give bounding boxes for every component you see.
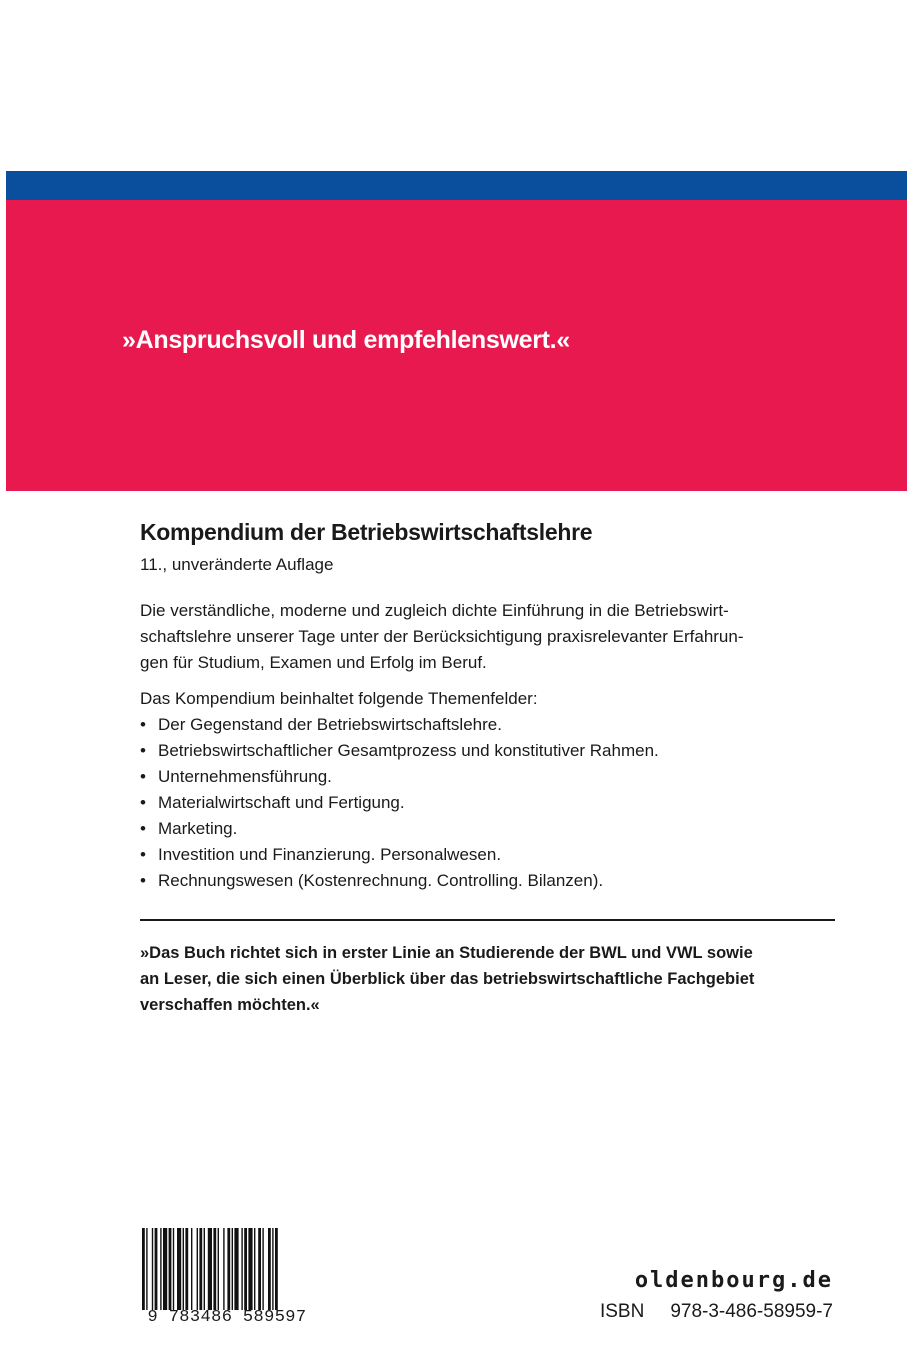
edition: 11., unveränderte Auflage bbox=[140, 555, 334, 574]
barcode-bar bbox=[248, 1228, 252, 1310]
barcode-bar bbox=[223, 1228, 224, 1310]
barcode bbox=[128, 1228, 326, 1338]
topic-label: Materialwirtschaft und Fertigung. bbox=[158, 793, 405, 812]
barcode-bar bbox=[234, 1228, 238, 1310]
barcode-bar bbox=[146, 1228, 147, 1310]
main-content bbox=[140, 516, 840, 894]
bullet-icon: • bbox=[140, 793, 146, 812]
bullet-icon: • bbox=[140, 871, 146, 890]
barcode-bar bbox=[262, 1228, 263, 1310]
barcode-bar bbox=[173, 1228, 174, 1310]
barcode-bar bbox=[232, 1228, 233, 1310]
topic-item bbox=[140, 868, 840, 894]
bullet-icon: • bbox=[140, 741, 146, 760]
isbn bbox=[600, 1301, 833, 1323]
isbn-label: ISBN bbox=[599, 1301, 645, 1322]
topics-list bbox=[140, 712, 840, 894]
quote-line: an Leser, die sich einen Überblick über das betriebswirtschaftliche Fachgebiet bbox=[140, 970, 755, 988]
barcode-bar bbox=[213, 1228, 216, 1310]
book-title: Kompendium der Betriebswirtschaftslehre bbox=[140, 519, 593, 545]
barcode-bar bbox=[244, 1228, 247, 1310]
topic-label: Rechnungswesen (Kostenrechnung. Controlling. Bilanzen). bbox=[158, 871, 604, 890]
barcode-bar bbox=[185, 1228, 188, 1310]
barcode-bars-icon bbox=[128, 1228, 326, 1310]
barcode-bar bbox=[218, 1228, 219, 1310]
topic-item bbox=[140, 764, 840, 790]
description-line: schaftslehre unserer Tage unter der Berücksichtigung praxisrelevanter Erfahrun- bbox=[140, 627, 744, 646]
barcode-bar bbox=[258, 1228, 261, 1310]
topic-label: Investition und Finanzierung. Personalwesen. bbox=[158, 845, 502, 864]
bullet-icon: • bbox=[140, 715, 146, 734]
description-line: gen für Studium, Examen und Erfolg im Beruf. bbox=[140, 653, 487, 672]
topic-item bbox=[140, 816, 840, 842]
publisher-url: oldenbourg.de bbox=[634, 1268, 833, 1293]
barcode-bar bbox=[254, 1228, 255, 1310]
barcode-bar bbox=[275, 1228, 278, 1310]
topic-item bbox=[140, 790, 840, 816]
description-line: Die verständliche, moderne und zugleich dichte Einführung in die Betriebswirt- bbox=[140, 601, 729, 620]
isbn-number: 978-3-486-58959-7 bbox=[670, 1301, 833, 1322]
bullet-icon: • bbox=[140, 819, 146, 838]
barcode-bar bbox=[177, 1228, 181, 1310]
topic-label: Betriebswirtschaftlicher Gesamtprozess und konstitutiver Rahmen. bbox=[158, 741, 659, 760]
barcode-bar bbox=[142, 1228, 145, 1310]
barcode-bar bbox=[152, 1228, 153, 1310]
quote-line: verschaffen möchten.« bbox=[140, 996, 320, 1014]
barcode-bar bbox=[160, 1228, 161, 1310]
barcode-bar bbox=[227, 1228, 230, 1310]
quote-line: »Das Buch richtet sich in erster Linie an Studierende der BWL und VWL sowie bbox=[140, 944, 753, 962]
barcode-bar bbox=[163, 1228, 167, 1310]
barcode-bar bbox=[208, 1228, 212, 1310]
barcode-bar bbox=[169, 1228, 172, 1310]
topic-item bbox=[140, 842, 840, 868]
bullet-icon: • bbox=[140, 845, 146, 864]
barcode-bar bbox=[272, 1228, 273, 1310]
topics-intro: Das Kompendium beinhaltet folgende Themenfelder: bbox=[140, 689, 538, 708]
barcode-digits: 9 783486 589597 bbox=[147, 1308, 307, 1327]
topic-label: Marketing. bbox=[158, 819, 238, 838]
barcode-bar bbox=[268, 1228, 271, 1310]
barcode-bar bbox=[199, 1228, 202, 1310]
topic-label: Unternehmensführung. bbox=[158, 767, 332, 786]
barcode-bar bbox=[197, 1228, 198, 1310]
topic-label: Der Gegenstand der Betriebswirtschaftslehre. bbox=[158, 715, 502, 734]
audience-quote bbox=[140, 940, 840, 1018]
barcode-bar bbox=[241, 1228, 242, 1310]
barcode-bar bbox=[191, 1228, 192, 1310]
barcode-bar bbox=[183, 1228, 184, 1310]
tagline: »Anspruchsvoll und empfehlenswert.« bbox=[122, 326, 570, 354]
bullet-icon: • bbox=[140, 767, 146, 786]
topic-item bbox=[140, 712, 840, 738]
barcode-bar bbox=[204, 1228, 205, 1310]
blue-band bbox=[6, 171, 907, 200]
divider bbox=[140, 919, 835, 921]
topic-item bbox=[140, 738, 840, 764]
barcode-bar bbox=[155, 1228, 158, 1310]
description bbox=[140, 598, 840, 676]
